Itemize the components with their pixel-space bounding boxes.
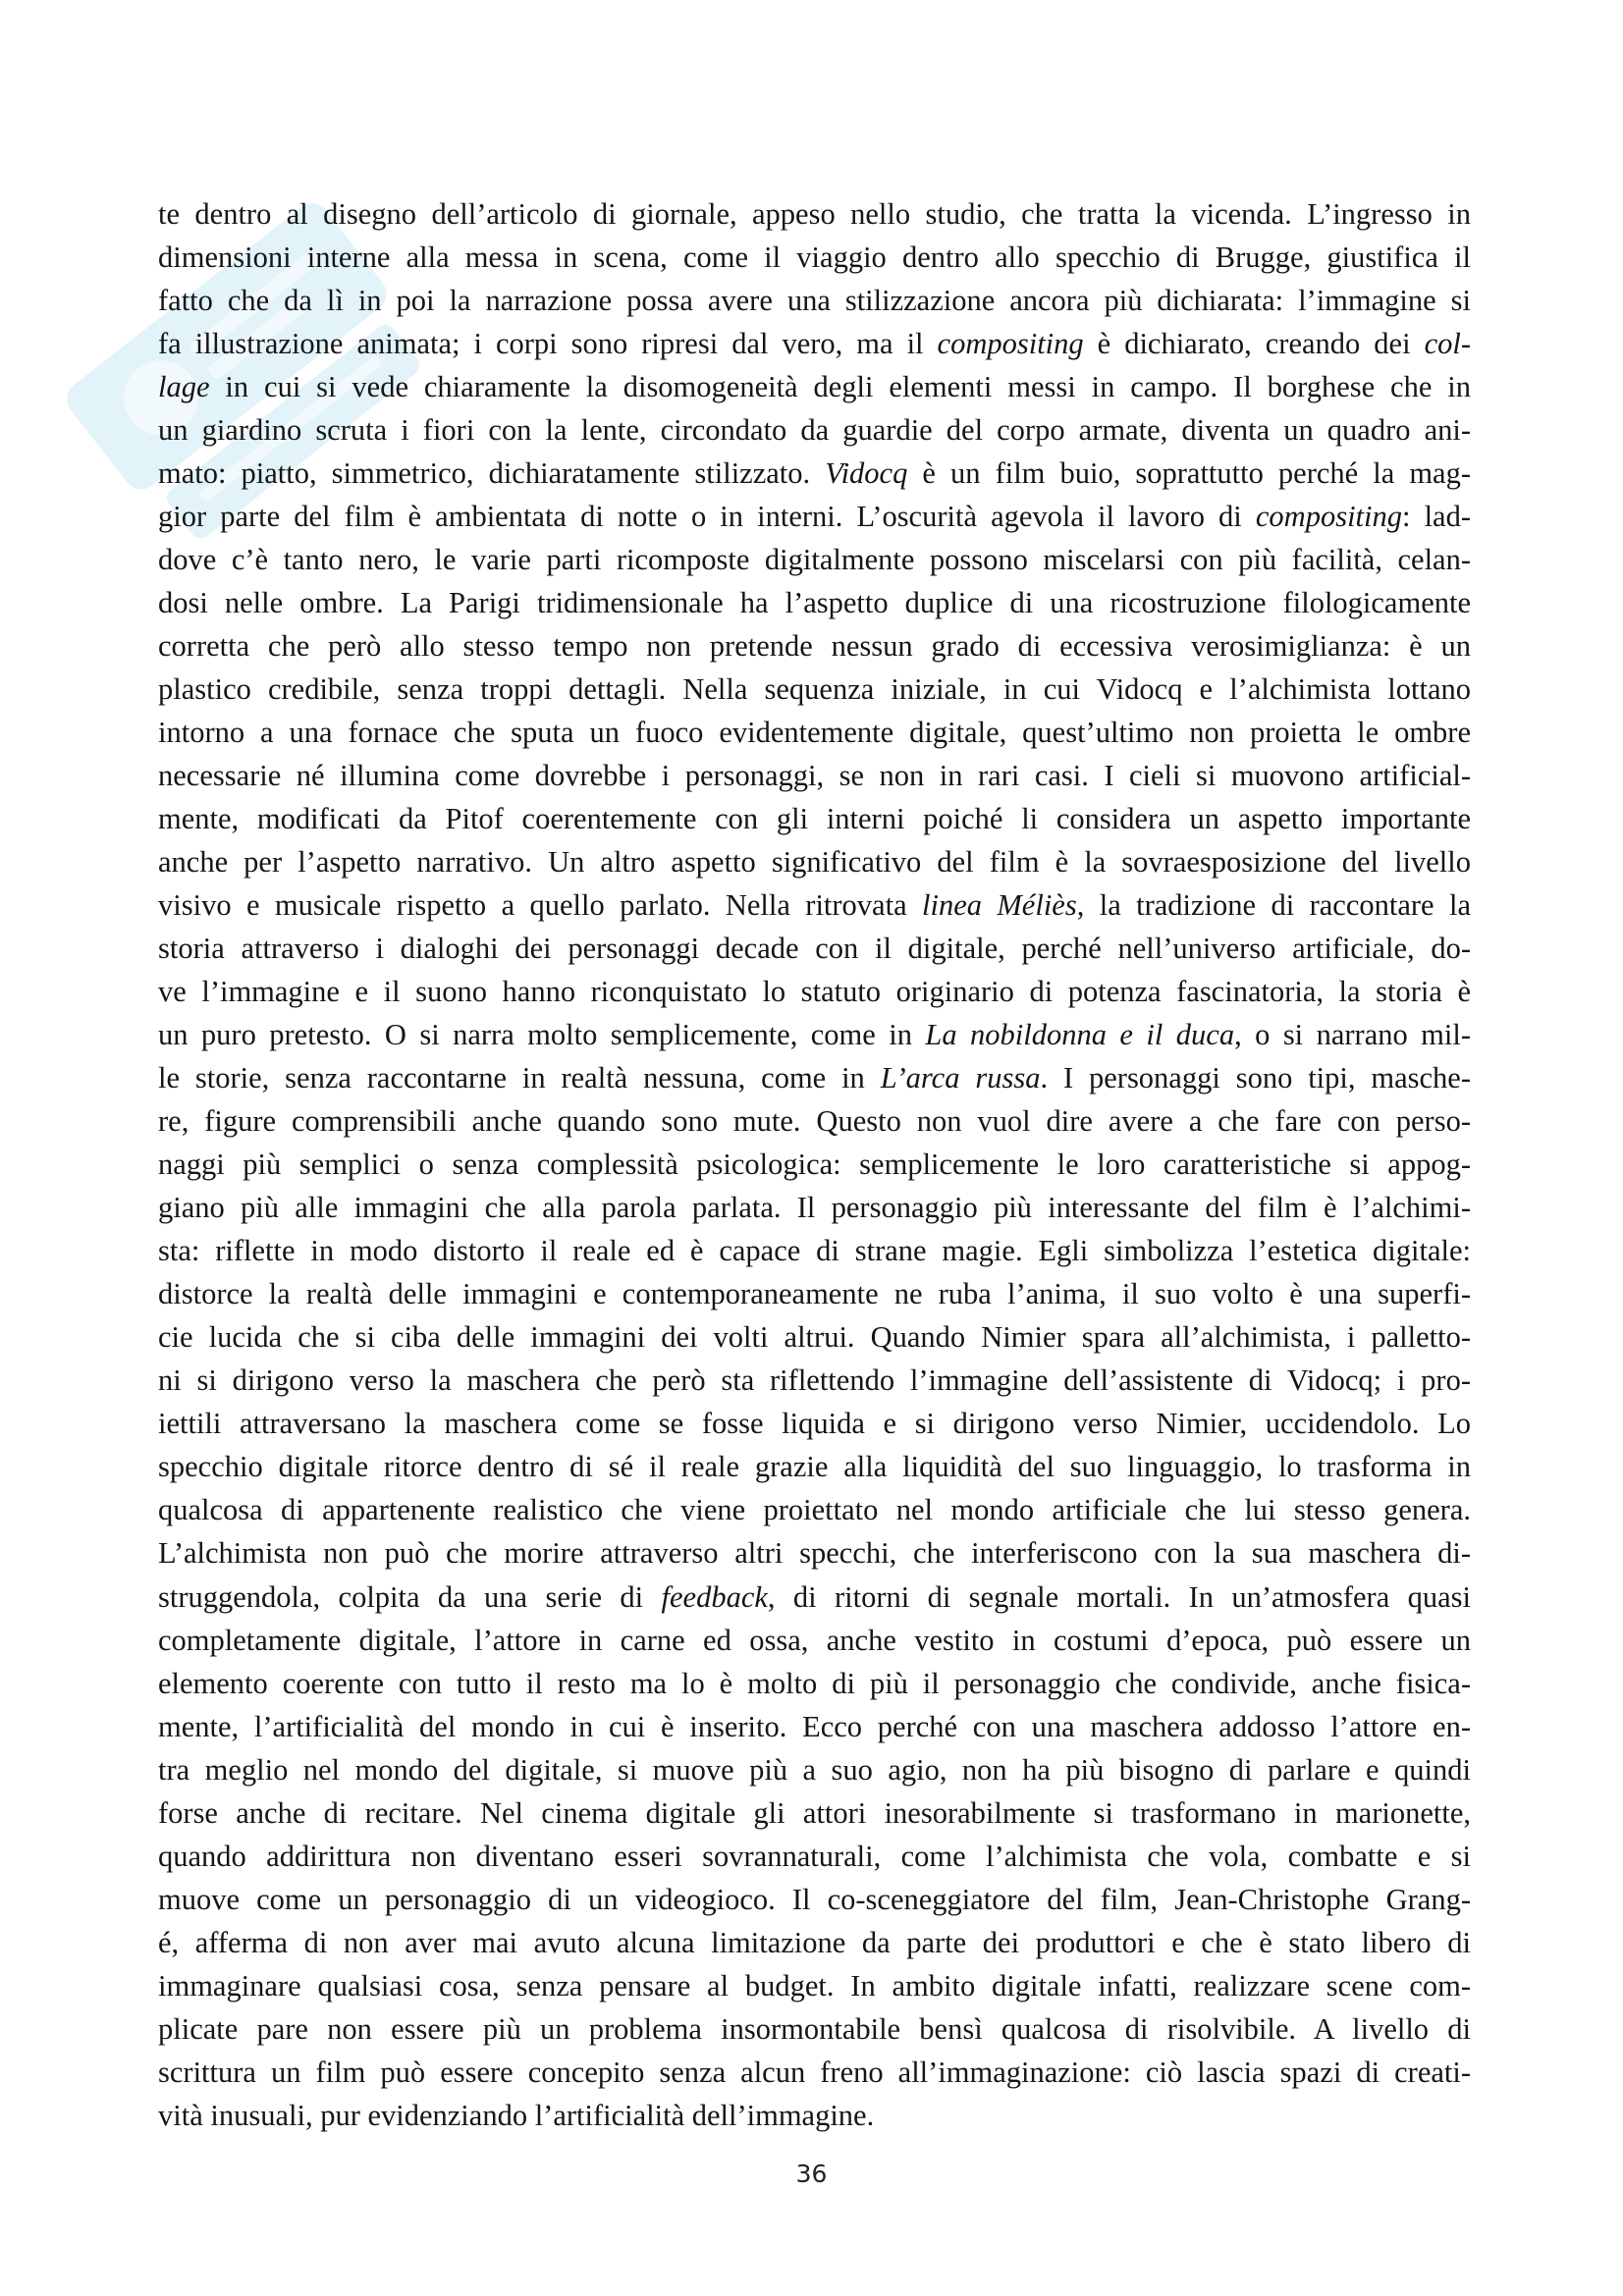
text-line (158, 970, 1471, 1013)
text-run: , di ritorni di segnale mortali. In un’atmosfera quasi (767, 1579, 1472, 1614)
text-run: è dichiarato, creando dei (1083, 327, 1425, 361)
text-line (158, 1056, 1471, 1099)
text-line (158, 1835, 1471, 1878)
text-line (158, 1575, 1471, 1619)
text-run: tra meglio nel mondo del digitale, si muove più a suo agio, non ha più bisogno di parlare e quindi (158, 1752, 1471, 1787)
text-run: storia attraverso i dialoghi dei personaggi decade con il digitale, perché nell’universo artificiale, do- (158, 932, 1471, 966)
text-run: naggi più semplici o senza complessità psicologica: semplicemente le loro caratteristiche si appog- (158, 1148, 1471, 1182)
text-run: fatto che da lì in poi la narrazione possa avere una stilizzazione ancora più dichiarata: l’immagine si (158, 284, 1471, 318)
text-run: scrittura un film può essere concepito senza alcun freno all’immaginazione: ciò lascia spazi di creati- (158, 2055, 1471, 2089)
text-line (158, 322, 1471, 365)
text-line (158, 1488, 1471, 1531)
text-line (158, 2007, 1471, 2051)
page-number: 36 (795, 2160, 828, 2188)
italic-term: compositing (1255, 500, 1402, 534)
text-line (158, 1964, 1471, 2007)
text-line (158, 408, 1471, 452)
text-run: ve l’immagine e il suono hanno riconquistato lo statuto originario di potenza fascinatoria, la storia è (158, 975, 1471, 1009)
italic-term: col- (1424, 327, 1471, 361)
italic-term: L’arca russa (880, 1061, 1041, 1095)
text-line (158, 581, 1471, 624)
text-run: te dentro al disegno dell’articolo di giornale, appeso nello studio, che tratta la vicenda. L’ingresso in (158, 197, 1471, 231)
text-run: dosi nelle ombre. La Parigi tridimensionale ha l’aspetto duplice di una ricostruzione filologicamente (158, 586, 1471, 620)
text-run: elemento coerente con tutto il resto ma lo è molto di più il personaggio che condivide, anche fisica- (158, 1666, 1471, 1700)
text-run: struggendola, colpita da una serie di (158, 1579, 662, 1614)
text-run: quando addirittura non diventano esseri sovrannaturali, come l’alchimista che vola, combatte e si (158, 1839, 1471, 1873)
text-run: muove come un personaggio di un videogioco. Il co-sceneggiatore del film, Jean-Christophe Grang- (158, 1882, 1471, 1916)
text-line (158, 1705, 1471, 1748)
text-line (158, 452, 1471, 495)
text-line (158, 883, 1471, 927)
text-line (158, 1662, 1471, 1705)
text-run: un puro pretesto. O si narra molto semplicemente, come in (158, 1018, 926, 1052)
text-run: specchio digitale ritorce dentro di sé il reale grazie alla liquidità del suo linguaggio, lo trasforma in (158, 1450, 1471, 1484)
text-run: un giardino scruta i fiori con la lente, circondato da guardie del corpo armate, diventa un quadro ani- (158, 413, 1471, 448)
italic-term: La nobildonna e il duca (925, 1018, 1235, 1052)
text-line (158, 754, 1471, 797)
text-run: . I personaggi sono tipi, masche- (1040, 1061, 1471, 1095)
text-run: plastico credibile, senza troppi dettagli. Nella sequenza iniziale, in cui Vidocq e l’alchimista lottano (158, 672, 1471, 707)
text-run: : lad- (1402, 500, 1471, 534)
text-run: giano più alle immagini che alla parola parlata. Il personaggio più interessante del film è l’alchimi- (158, 1191, 1471, 1225)
text-line (158, 365, 1471, 408)
italic-term: Vidocq (825, 456, 908, 491)
text-line (158, 1359, 1471, 1402)
italic-term: linea Méliès (922, 888, 1077, 923)
text-line (158, 1272, 1471, 1315)
text-run: corretta che però allo stesso tempo non pretende nessun grado di eccessiva verosimiglianza: è un (158, 629, 1471, 664)
text-run: mente, modificati da Pitof coerentemente con gli interni poiché li considera un aspetto importante (158, 802, 1471, 836)
text-run: distorce la realtà delle immagini e contemporaneamente ne ruba l’anima, il suo volto è una superfi- (158, 1277, 1471, 1311)
text-line (158, 797, 1471, 840)
text-line (158, 1531, 1471, 1575)
text-line (158, 1748, 1471, 1791)
text-line (158, 1315, 1471, 1359)
text-run: necessarie né illumina come dovrebbe i personaggi, se non in rari casi. I cieli si muovono artificial- (158, 759, 1471, 793)
text-run: le storie, senza raccontarne in realtà nessuna, come in (158, 1061, 881, 1095)
text-line (158, 927, 1471, 970)
text-run: mente, l’artificialità del mondo in cui è inserito. Ecco perché con una maschera addosso l’attore en- (158, 1709, 1471, 1743)
text-run: dimensioni interne alla messa in scena, come il viaggio dentro allo specchio di Brugge, giustifica il (158, 240, 1471, 275)
text-run: , o si narrano mil- (1234, 1018, 1471, 1052)
text-line (158, 1143, 1471, 1186)
text-run: anche per l’aspetto narrativo. Un altro aspetto significativo del film è la sovraesposizione del livello (158, 845, 1471, 880)
text-run: iettili attraversano la maschera come se fosse liquida e si dirigono verso Nimier, uccidendolo. Lo (158, 1407, 1471, 1441)
text-line (158, 1921, 1471, 1964)
text-line (158, 1013, 1471, 1056)
text-line (158, 192, 1471, 236)
italic-term: feedback (661, 1579, 768, 1614)
text-run: re, figure comprensibili anche quando sono mute. Questo non vuol dire avere a che fare con perso- (158, 1104, 1471, 1139)
text-run: vità inusuali, pur evidenziando l’artificialità dell’immagine. (158, 2098, 875, 2132)
text-run: visivo e musicale rispetto a quello parlato. Nella ritrovata (158, 888, 923, 923)
text-run: fa illustrazione animata; i corpi sono ripresi dal vero, ma il (158, 327, 938, 361)
text-line (158, 236, 1471, 279)
text-run: , la tradizione di raccontare la (1076, 888, 1471, 923)
text-line (158, 2094, 1471, 2137)
text-line (158, 1402, 1471, 1445)
text-run: é, afferma di non aver mai avuto alcuna limitazione da parte dei produttori e che è stato libero di (158, 1925, 1471, 1959)
italic-term: compositing (937, 327, 1084, 361)
text-line (158, 495, 1471, 538)
text-line (158, 2051, 1471, 2094)
text-run: completamente digitale, l’attore in carne ed ossa, anche vestito in costumi d’epoca, può essere un (158, 1623, 1471, 1657)
text-line (158, 1186, 1471, 1229)
text-line (158, 667, 1471, 711)
text-line (158, 1791, 1471, 1835)
text-run: gior parte del film è ambientata di notte o in interni. L’oscurità agevola il lavoro di (158, 500, 1256, 534)
text-line (158, 279, 1471, 322)
text-run: dove c’è tanto nero, le varie parti ricomposte digitalmente possono miscelarsi con più facilità, celan- (158, 543, 1471, 577)
text-run: ni si dirigono verso la maschera che però sta riflettendo l’immagine dell’assistente di Vidocq; i pro- (158, 1363, 1471, 1398)
text-run: mato: piatto, simmetrico, dichiaratamente stilizzato. (158, 456, 826, 491)
text-run: intorno a una fornace che sputa un fuoco evidentemente digitale, quest’ultimo non proietta le ombre (158, 716, 1471, 750)
text-run: qualcosa di appartenente realistico che viene proiettato nel mondo artificiale che lui stesso genera. (158, 1493, 1471, 1527)
text-run: forse anche di recitare. Nel cinema digitale gli attori inesorabilmente si trasformano in marionette, (158, 1795, 1471, 1830)
text-run: cie lucida che si ciba delle immagini dei volti altrui. Quando Nimier spara all’alchimista, i palletto- (158, 1320, 1471, 1355)
text-run: plicate pare non essere più un problema insormontabile bensì qualcosa di risolvibile. A livello di (158, 2011, 1471, 2046)
text-run: è un film buio, soprattutto perché la mag- (907, 456, 1471, 491)
text-line (158, 538, 1471, 581)
text-line (158, 1619, 1471, 1662)
text-line (158, 1229, 1471, 1272)
text-line (158, 840, 1471, 883)
italic-term: lage (158, 370, 210, 404)
text-line (158, 1878, 1471, 1921)
text-line (158, 624, 1471, 667)
body-paragraph (158, 192, 1471, 2137)
text-run: L’alchimista non può che morire attraverso altri specchi, che interferiscono con la sua maschera di- (158, 1536, 1471, 1571)
text-run: sta: riflette in modo distorto il reale ed è capace di strane magie. Egli simbolizza l’estetica digitale: (158, 1234, 1471, 1268)
text-line (158, 1445, 1471, 1488)
text-line (158, 711, 1471, 754)
text-run: in cui si vede chiaramente la disomogeneità degli elementi messi in campo. Il borghese che in (209, 370, 1471, 404)
text-line (158, 1099, 1471, 1143)
text-run: immaginare qualsiasi cosa, senza pensare al budget. In ambito digitale infatti, realizzare scene com- (158, 1968, 1471, 2002)
